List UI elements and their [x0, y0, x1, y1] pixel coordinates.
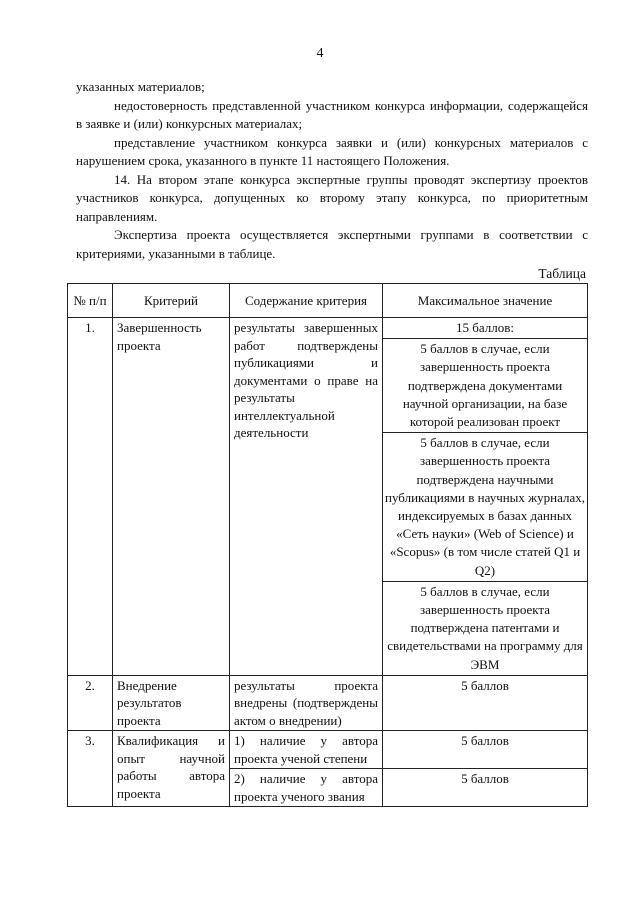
- paragraph: недостоверность представленной участником конкурса информации, содержащейся в заявке и (или) конкурсных материалах;: [76, 97, 588, 131]
- row-max-value: 5 баллов: [383, 675, 588, 731]
- row-number: 2.: [68, 675, 113, 731]
- row-content: 1) наличие у автора проекта ученой степени: [230, 731, 383, 769]
- table-caption: Таблица: [538, 266, 586, 281]
- paragraph: представление участником конкурса заявки и (или) конкурсных материалов с нарушением срока, указанного в пункте 11 настоящего Положения.: [76, 134, 588, 168]
- header-number: № п/п: [68, 284, 113, 318]
- paragraph: Экспертиза проекта осуществляется экспертными группами в соответствии с критериями, указанными в таблице.: [76, 227, 588, 261]
- paragraph: 14. На втором этапе конкурса экспертные группы проводят экспертизу проектов участников конкурса, допущенных ко второму этапу конкурса, по приоритетным направлениям.: [76, 171, 588, 224]
- paragraph: указанных материалов;: [76, 79, 205, 94]
- row-number: 1.: [68, 318, 113, 676]
- table-header-row: [68, 284, 588, 318]
- page-number: 4: [316, 46, 324, 61]
- row-max-value: 5 баллов: [383, 769, 588, 807]
- row-content: 2) наличие у автора проекта ученого звания: [230, 769, 383, 807]
- max-item: 5 баллов в случае, если завершенность проекта подтверждена документами научной организации, на базе которой реализован проект: [383, 339, 588, 433]
- table-row: [68, 731, 588, 769]
- row-content: результаты проекта внедрены (подтверждены актом о внедрении): [230, 675, 383, 731]
- header-content: Содержание критерия: [230, 284, 383, 318]
- row-criterion: Квалификация и опыт научной работы автора проекта: [113, 731, 230, 807]
- criteria-table: [67, 283, 588, 807]
- body-text: [76, 78, 588, 263]
- max-item: 5 баллов в случае, если завершенность проекта подтверждена научными публикациями в научных журналах, индексируемых в базах данных «Сеть науки» (Web of Science) и «Scopus» (в том числе статей Q1 и Q2): [383, 433, 588, 582]
- header-max-value: Максимальное значение: [383, 284, 588, 318]
- row-max-value: 5 баллов: [383, 731, 588, 769]
- table-row: [68, 318, 588, 339]
- row-criterion: Внедрение результатов проекта: [113, 675, 230, 731]
- table-row: [68, 675, 588, 731]
- row-number: 3.: [68, 731, 113, 807]
- row-content: результаты завершенных работ подтверждены публикациями и документами о праве на результаты интеллектуальной деятельности: [230, 318, 383, 676]
- header-criterion: Критерий: [113, 284, 230, 318]
- row-criterion: Завершенность проекта: [113, 318, 230, 676]
- max-total: 15 баллов:: [383, 318, 588, 339]
- max-item: 5 баллов в случае, если завершенность проекта подтверждена патентами и свидетельствами на программу для ЭВМ: [383, 581, 588, 675]
